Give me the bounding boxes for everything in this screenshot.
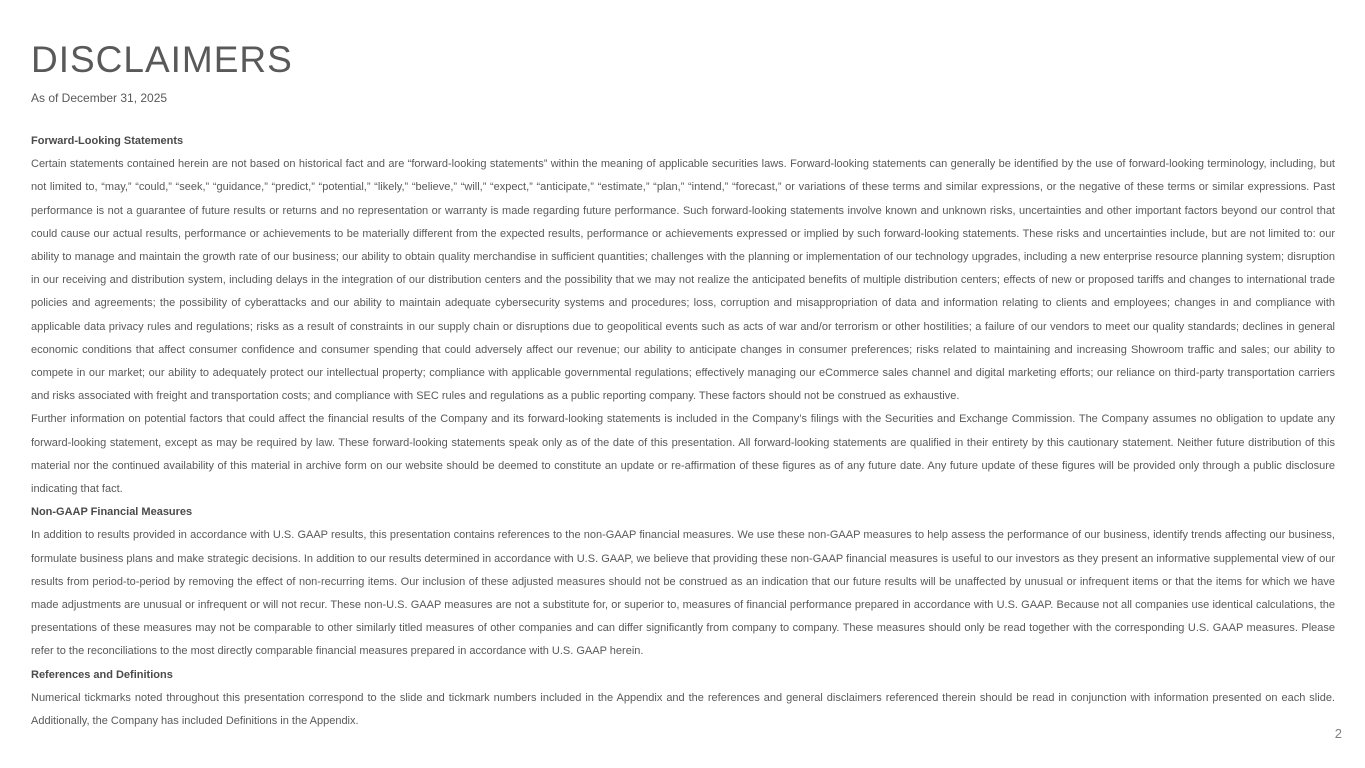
page-number: 2 [1334,726,1342,741]
as-of-date: As of December 31, 2025 [31,91,168,105]
non-gaap-paragraph: In addition to results provided in accordance with U.S. GAAP results, this presentation contains references to the non-GAAP financial measures. We use these non-GAAP measures to help assess the performance of our business, identify trends affecting our business, formulate business plans and make strategic decisions. In addition to our results determined in accordance with U.S. GAAP, we believe that providing these non-GAAP financial measures is useful to our investors as they present an informative supplemental view of our results from period-to-period by removing the effect of non-recurring items. Our inclusion of these adjusted measures should not be construed as an indication that our future results will be unaffected by unusual or infrequent items or that the items for which we have made adjustments are unusual or infrequent or will not recur. These non-U.S. GAAP measures are not a substitute for, or superior to, measures of financial performance prepared in accordance with U.S. GAAP. Because not all companies use identical calculations, the presentations of these measures may not be comparable to other similarly titled measures of other companies and can differ significantly from company to company. These measures should only be read together with the corresponding U.S. GAAP measures. Please refer to the reconciliations to the most directly comparable financial measures prepared in accordance with U.S. GAAP herein. [31,529,1335,658]
forward-looking-heading: Forward-Looking Statements [31,135,184,147]
non-gaap-heading: Non-GAAP Financial Measures [31,506,193,519]
page-title: DISCLAIMERS [31,39,293,80]
forward-looking-paragraph-1: Certain statements contained herein are not based on historical fact and are “forward-looking statements” within the meaning of applicable securities laws. Forward-looking statements can generally be identified by the use of forward-looking terminology, including, but not limited to, “may,” “could,” “seek,” “guidance,” “predict,” “potential,” “likely,” “believe,” “will,” “expect,” “anticipate,” “estimate,” “plan,” “intend,” “forecast,” or variations of these terms and similar expressions, or the negative of these terms or similar expressions. Past performance is not a guarantee of future results or returns and no representation or warranty is made regarding future performance. Such forward-looking statements involve known and unknown risks, uncertainties and other important factors beyond our control that could cause our actual results, performance or achievements to be materially different from the expected results, performance or achievements expressed or implied by such forward-looking statements. These risks and uncertainties include, but are not limited to: our ability to manage and maintain the growth rate of our business; our ability to obtain quality merchandise in sufficient quantities; challenges with the planning or implementation of our technology upgrades, including a new enterprise resource planning system; disruption in our receiving and distribution system, including delays in the integration of our distribution centers and the possibility that we may not realize the anticipated benefits of multiple distribution centers; effects of new or proposed tariffs and changes to international trade policies and agreements; the possibility of cyberattacks and our ability to maintain adequate cybersecurity systems and procedures; loss, corruption and misappropriation of data and information relating to clients and employees; changes in and compliance with applicable data privacy rules and regulations; risks as a result of constraints in our supply chain or disruptions due to geopolitical events such as acts of war and/or terrorism or other hostilities; a failure of our vendors to meet our quality standards; declines in general economic conditions that affect consumer confidence and consumer spending that could adversely affect our revenue; our ability to anticipate changes in consumer preferences; risks related to maintaining and increasing Showroom traffic and sales; our ability to compete in our market; our ability to adequately protect our intellectual property; compliance with applicable governmental regulations; effectively managing our eCommerce sales channel and digital marketing efforts; our reliance on third-party transportation carriers and risks associated with freight and transportation costs; and compliance with SEC rules and regulations as a public reporting company. These factors should not be construed as exhaustive. [31,158,1335,403]
references-heading: References and Definitions [31,668,173,681]
disclaimer-body [31,130,1335,733]
references-paragraph: Numerical tickmarks noted throughout this presentation correspond to the slide and tickmark numbers included in the Appendix and the references and general disclaimers referenced therein should be read in conjunction with information presented on each slide. Additionally, the Company has included Definitions in the Appendix. [31,691,1335,728]
forward-looking-paragraph-2: Further information on potential factors that could affect the financial results of the Company and its forward-looking statements is included in the Company’s filings with the Securities and Exchange Commission. The Company assumes no obligation to update any forward-looking statement, except as may be required by law. These forward-looking statements speak only as of the date of this presentation. All forward-looking statements are qualified in their entirety by this cautionary statement. Neither future distribution of this material nor the continued availability of this material in archive form on our website should be deemed to constitute an update or re-affirmation of these figures as of any future date. Any future update of these figures will be provided only through a public disclosure indicating that fact. [31,413,1335,496]
